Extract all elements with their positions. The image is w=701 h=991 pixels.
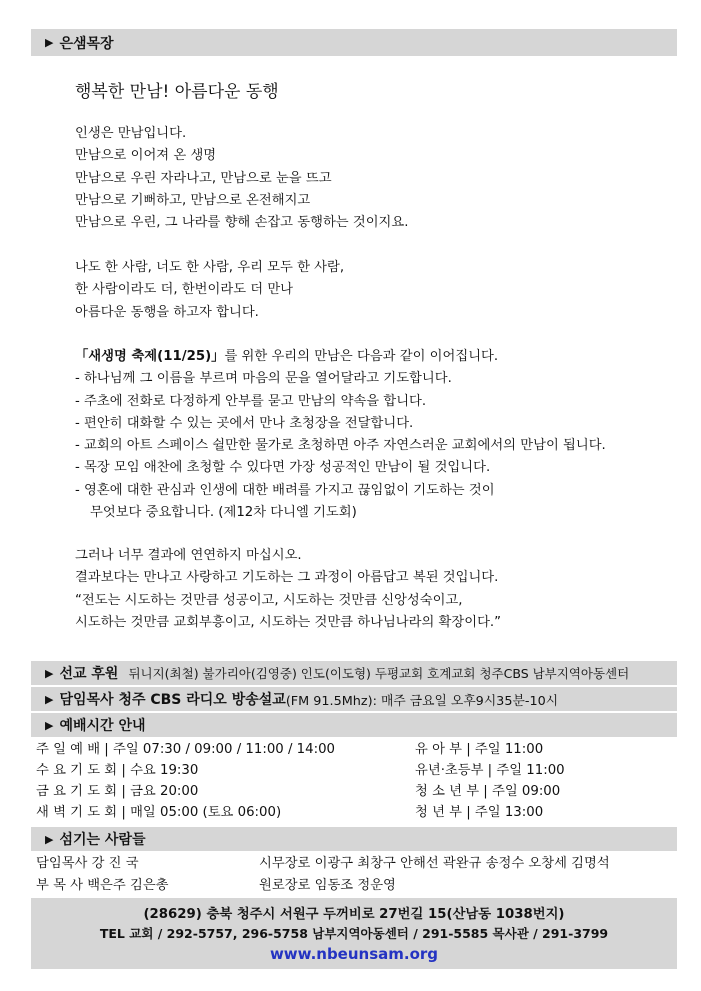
triangle-right-icon: ▶ — [45, 832, 54, 846]
staff-left — [36, 853, 169, 897]
schedule-row: 유년·초등부 | 주일 11:00 — [415, 763, 565, 778]
stanza-3 — [75, 346, 606, 524]
header-label: 은샘목장 — [59, 35, 114, 52]
line: 시도하는 것만큼 교회부흥이고, 시도하는 것만큼 하나님나라의 확장이다.” — [75, 614, 502, 630]
worship-label: 예배시간 안내 — [59, 718, 146, 734]
triangle-right-icon: ▶ — [45, 692, 54, 706]
intro-line — [75, 346, 606, 368]
stanza-4 — [75, 545, 501, 634]
bullet-item: - 주초에 전화로 다정하게 안부를 묻고 만남의 약속을 합니다. — [75, 393, 427, 409]
worship-schedule-left — [36, 739, 335, 823]
triangle-right-icon: ▶ — [45, 718, 54, 732]
schedule-row: 주 일 예 배 | 주일 07:30 / 09:00 / 11:00 / 14:00 — [36, 742, 335, 757]
footer — [31, 898, 677, 969]
triangle-right-icon: ▶ — [45, 36, 54, 49]
telephone: TEL 교회 / 292-5757, 296-5758 남부지역아동센터 / 291-5585 목사관 / 291-3799 — [99, 926, 609, 941]
staff-label: 섬기는 사람들 — [59, 832, 146, 848]
mission-text: 뒤니지(최철) 불가리아(김영중) 인도(이도형) 두평교회 호계교회 청주CBS 남부지역아동센터 — [128, 666, 630, 681]
line: 나도 한 사람, 너도 한 사람, 우리 모두 한 사람, — [75, 260, 345, 275]
staff-bar — [31, 827, 677, 851]
schedule-row: 금 요 기 도 회 | 금요 20:00 — [36, 784, 199, 799]
schedule-row: 청 년 부 | 주일 13:00 — [415, 805, 544, 820]
line: 만남으로 이어져 온 생명 — [75, 148, 217, 164]
line: 만남으로 우린 자라나고, 만남으로 눈을 뜨고 — [75, 170, 332, 186]
staff-right — [259, 853, 610, 897]
schedule-row: 유 아 부 | 주일 11:00 — [415, 742, 544, 757]
schedule-row: 수 요 기 도 회 | 수요 19:30 — [36, 763, 199, 778]
line: 아름다운 동행을 하고자 합니다. — [75, 304, 259, 320]
stanza-1 — [75, 123, 408, 234]
address: (28629) 충북 청주시 서원구 두꺼비로 27번길 15(산남동 1038번지) — [143, 907, 565, 922]
festival-name: 「새생명 축제(11/25)」 — [75, 349, 225, 364]
bullet-item: - 하나님께 그 이름을 부르며 마음의 문을 열어달라고 기도합니다. — [75, 371, 452, 387]
radio-bar — [31, 687, 677, 711]
schedule-row: 새 벽 기 도 회 | 매일 05:00 (토요 06:00) — [36, 805, 282, 820]
line: 결과보다는 만나고 사랑하고 기도하는 그 과정이 아름답고 복된 것입니다. — [75, 570, 499, 586]
worship-bar — [31, 713, 677, 737]
radio-label: 담임목사 청주 CBS 라디오 방송설교 — [59, 692, 286, 708]
worship-schedule-right — [415, 739, 565, 823]
schedule-row: 청 소 년 부 | 주일 09:00 — [415, 784, 561, 799]
mission-label: 선교 후원 — [59, 666, 119, 682]
bullet-item: - 편안히 대화할 수 있는 곳에서 만나 초청장을 전달합니다. — [75, 415, 414, 431]
line: 그러나 너무 결과에 연연하지 마십시오. — [75, 548, 302, 563]
website-link[interactable]: www.nbeunsam.org — [269, 945, 439, 963]
triangle-right-icon: ▶ — [45, 666, 54, 680]
bullet-item: - 영혼에 대한 관심과 인생에 대한 배려를 가지고 끊임없이 기도하는 것이 — [75, 482, 495, 498]
bullet-item: - 목장 모임 애찬에 초청할 수 있다면 가장 성공적인 만남이 될 것입니다. — [75, 460, 491, 476]
staff-row: 원로장로 임동조 정운영 — [259, 878, 396, 893]
mission-bar — [31, 661, 677, 685]
line: 만남으로 우린, 그 나라를 향해 손잡고 동행하는 것이지요. — [75, 215, 409, 231]
staff-row: 부 목 사 백은주 김은총 — [36, 878, 169, 893]
line: 인생은 만남입니다. — [75, 126, 187, 141]
line: 한 사람이라도 더, 한번이라도 더 만나 — [75, 282, 294, 298]
intro-rest: 를 위한 우리의 만남은 다음과 같이 이어집니다. — [224, 349, 499, 364]
bullet-item: - 교회의 아트 스페이스 쉴만한 물가로 초청하면 아주 자연스러운 교회에서의 만남이 됩니다. — [75, 438, 606, 454]
line: 만남으로 기뻐하고, 만남으로 온전해지고 — [75, 192, 311, 208]
staff-row: 담임목사 강 진 국 — [36, 856, 139, 871]
stanza-2 — [75, 257, 344, 324]
bullet-continuation: 무엇보다 중요합니다. (제12차 다니엘 기도회) — [90, 505, 357, 521]
radio-text: (FM 91.5Mhz): 매주 금요일 오후9시35분-10시 — [285, 693, 559, 709]
line: “전도는 시도하는 것만큼 성공이고, 시도하는 것만큼 신앙성숙이고, — [75, 592, 463, 608]
staff-row: 시무장로 이광구 최창구 안해선 곽완규 송정수 오창세 김명석 — [259, 856, 610, 871]
article-title: 행복한 만남! 아름다운 동행 — [75, 82, 279, 102]
section-header — [31, 29, 677, 56]
